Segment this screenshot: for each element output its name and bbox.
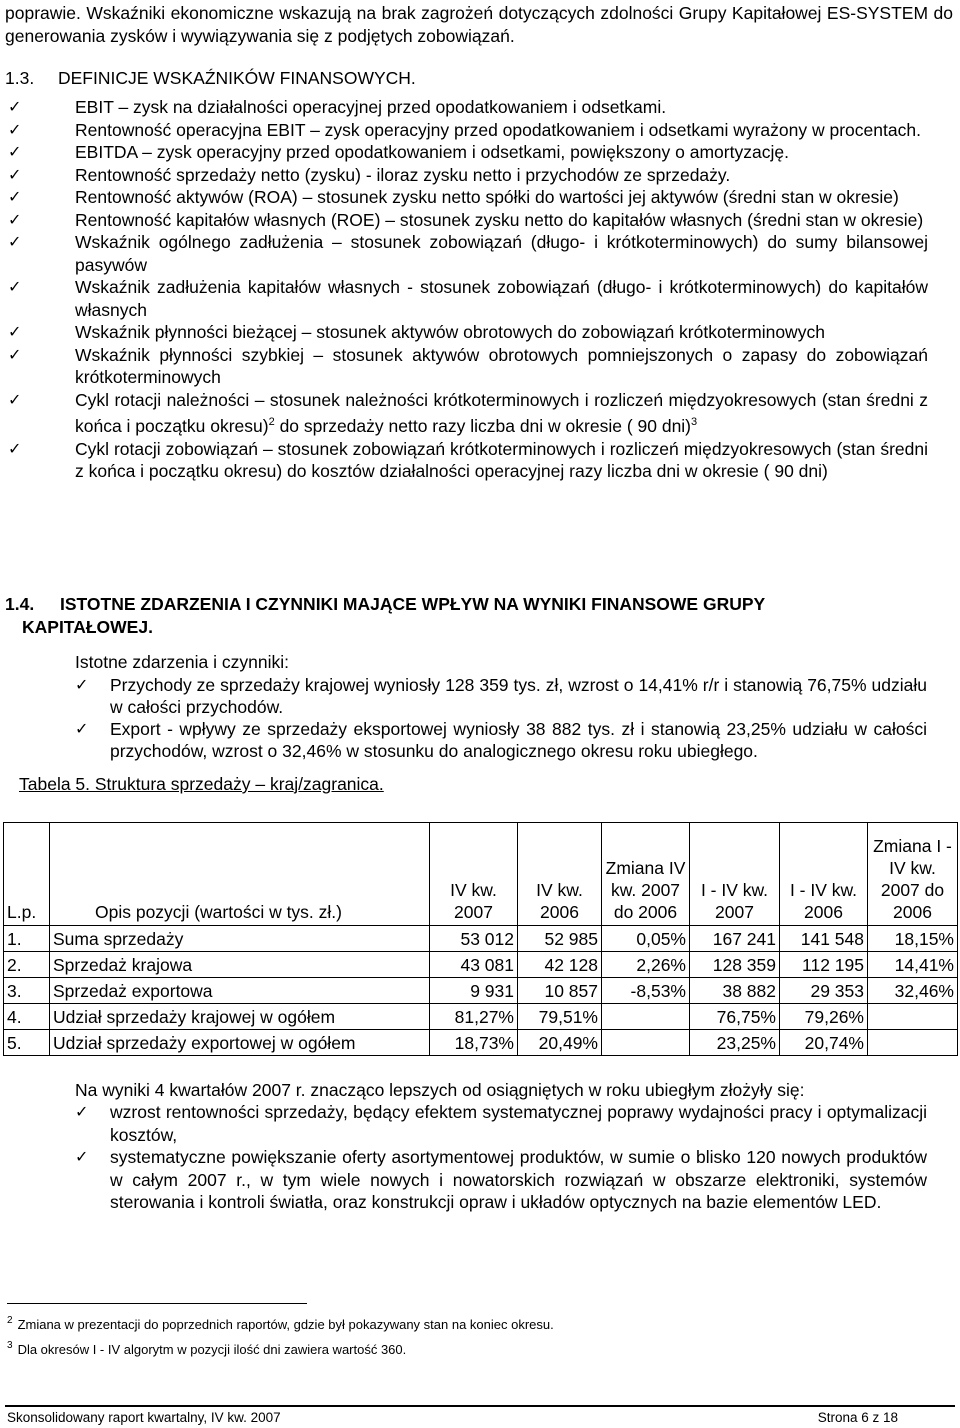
list-item: ✓ Wskaźnik płynności szybkiej – stosunek aktywów obrotowych pomniejszonych o zapasy do zobowiązań krótkoterminowych: [8, 344, 928, 387]
cell-ytd-2007: 38 882: [690, 978, 780, 1004]
cell-ytd-2006: 29 353: [780, 978, 868, 1004]
section-title-continued: KAPITAŁOWEJ.: [22, 616, 153, 637]
table-row: [4, 952, 958, 978]
list-item: ✓ wzrost rentowności sprzedaży, będący efektem systematycznej poprawy wydajności pracy i optymalizacji kosztów,: [75, 1102, 927, 1145]
checkmark-icon: ✓: [8, 209, 22, 229]
cell-q4-2006: 52 985: [518, 926, 602, 952]
footnote: [7, 1313, 554, 1333]
checkmark-icon: ✓: [75, 1102, 89, 1121]
cell-ytd-2006: 141 548: [780, 926, 868, 952]
cell-ytd-2006: 112 195: [780, 952, 868, 978]
sales-structure-table: [3, 822, 958, 1056]
footnote-separator: [7, 1303, 307, 1304]
section-title: DEFINICJE WSKAŹNIKÓW FINANSOWYCH.: [58, 68, 416, 88]
list-item: ✓ Rentowność sprzedaży netto (zysku) - iloraz zysku netto i przychodów ze sprzedaży.: [8, 164, 731, 185]
cell-description: Udział sprzedaży krajowej w ogółem: [50, 1004, 430, 1030]
header-lp: L.p.: [4, 823, 50, 926]
list-item: ✓ EBIT – zysk na działalności operacyjnej przed opodatkowaniem i odsetkami.: [8, 97, 667, 117]
cell-q4-2007: 43 081: [430, 952, 518, 978]
cell-lp: 1.: [4, 926, 50, 952]
cell-ytd-2006: 79,26%: [780, 1004, 868, 1030]
footnote-ref: 3: [691, 416, 698, 428]
footnote-ref: 2: [268, 416, 275, 428]
section-heading-1-3: [5, 67, 416, 89]
header-ytd-change: Zmiana I - IV kw. 2007 do 2006: [868, 823, 958, 926]
cell-ytd-2007: 167 241: [690, 926, 780, 952]
list-item: ✓ Cykl rotacji należności – stosunek należności krótkoterminowych i rozliczeń międzyokresowych (stan średni z końca i początku okresu)$^2$ do sprzedaży netto razy liczba dni w okresie ( 90 dni)$^3$: [8, 389, 928, 436]
checkmark-icon: ✓: [8, 97, 22, 116]
cell-lp: 3.: [4, 978, 50, 1004]
header-q4-change: Zmiana IV kw. 2007 do 2006: [602, 823, 690, 926]
checkmark-icon: ✓: [8, 119, 22, 139]
cell-ytd-change: 14,41%: [868, 952, 958, 978]
section-title: ISTOTNE ZDARZENIA I CZYNNIKI MAJĄCE WPŁYW NA WYNIKI FINANSOWE GRUPY: [60, 594, 766, 614]
cell-ytd-2007: 76,75%: [690, 1004, 780, 1030]
cell-ytd-change: [868, 1030, 958, 1056]
cell-ytd-change: 18,15%: [868, 926, 958, 952]
table-row: [4, 978, 958, 1004]
footnote-text: Dla okresów I - IV algorytm w pozycji ilość dni zawiera wartość 360.: [17, 1342, 407, 1357]
events-intro: Istotne zdarzenia i czynniki:: [75, 652, 289, 672]
list-item: ✓ Wskaźnik zadłużenia kapitałów własnych - stosunek zobowiązań (długo- i krótkoterminowych) do kapitałów własnych: [8, 277, 928, 320]
footnote-number: 3: [7, 1340, 13, 1351]
cell-q4-change: -8,53%: [602, 978, 690, 1004]
cell-description: Suma sprzedaży: [50, 926, 430, 952]
cell-ytd-2006: 20,74%: [780, 1030, 868, 1056]
list-item: ✓ Rentowność operacyjna EBIT – zysk operacyjny przed opodatkowaniem i odsetkami wyrażony w procentach.: [8, 119, 921, 140]
list-item: ✓ Rentowność aktywów (ROA) – stosunek zysku netto spółki do wartości jej aktywów (średni stan w okresie): [8, 187, 899, 207]
checkmark-icon: ✓: [8, 344, 22, 364]
checkmark-icon: ✓: [8, 277, 22, 296]
checkmark-icon: ✓: [8, 232, 22, 251]
header-ytd-2006: I - IV kw. 2006: [780, 823, 868, 926]
footnote-number: 2: [7, 1315, 13, 1326]
cell-q4-change: [602, 1004, 690, 1030]
cell-q4-2007: 53 012: [430, 926, 518, 952]
cell-q4-change: 2,26%: [602, 952, 690, 978]
table-row: [4, 1004, 958, 1030]
footer-page-number: Strona 6 z 18: [817, 1410, 898, 1425]
footer-report-title: Skonsolidowany raport kwartalny, IV kw. 2007: [7, 1410, 281, 1425]
footnote-text: Zmiana w prezentacji do poprzednich raportów, gdzie był pokazywany stan na koniec okresu.: [17, 1317, 554, 1332]
footnote: [7, 1338, 406, 1358]
checkmark-icon: ✓: [75, 675, 89, 694]
cell-lp: 4.: [4, 1004, 50, 1030]
cell-q4-2006: 20,49%: [518, 1030, 602, 1056]
header-description: Opis pozycji (wartości w tys. zł.): [50, 823, 430, 926]
section-heading-1-4: [5, 593, 935, 638]
list-item: ✓ Wskaźnik płynności bieżącej – stosunek aktywów obrotowych do zobowiązań krótkoterminowych: [8, 322, 825, 342]
checkmark-icon: ✓: [8, 389, 22, 409]
cell-description: Sprzedaż exportowa: [50, 978, 430, 1004]
definitions-list: [8, 96, 928, 483]
results-intro: Na wyniki 4 kwartałów 2007 r. znacząco lepszych od osiągniętych w roku ubiegłym złożyły się:: [75, 1080, 805, 1100]
list-item: ✓ Cykl rotacji zobowiązań – stosunek zobowiązań krótkoterminowych i rozliczeń międzyokresowych (stan średni z końca i początku okresu) do kosztów działalności operacyjnej razy liczba dni w okresie ( 90 dni): [8, 438, 928, 481]
header-ytd-2007: I - IV kw. 2007: [690, 823, 780, 926]
cell-description: Udział sprzedaży exportowej w ogółem: [50, 1030, 430, 1056]
checkmark-icon: ✓: [8, 438, 22, 458]
intro-paragraph: poprawie. Wskaźniki ekonomiczne wskazują na brak zagrożeń dotyczących zdolności Grupy Kapitałowej ES-SYSTEM do generowania zysków i wywiązywania się z podjętych zobowiązań.: [5, 3, 953, 46]
section-number: 1.3.: [5, 68, 35, 88]
checkmark-icon: ✓: [8, 164, 22, 184]
checkmark-icon: ✓: [75, 719, 89, 738]
cell-ytd-2007: 128 359: [690, 952, 780, 978]
checkmark-icon: ✓: [8, 142, 22, 161]
cell-q4-2006: 42 128: [518, 952, 602, 978]
section-number: 1.4.: [5, 594, 35, 614]
table-row: [4, 926, 958, 952]
events-list: [75, 674, 927, 762]
cell-lp: 2.: [4, 952, 50, 978]
cell-q4-change: 0,05%: [602, 926, 690, 952]
cell-description: Sprzedaż krajowa: [50, 952, 430, 978]
checkmark-icon: ✓: [8, 187, 22, 206]
cell-q4-2006: 79,51%: [518, 1004, 602, 1030]
cell-lp: 5.: [4, 1030, 50, 1056]
list-item: ✓ Export - wpływy ze sprzedaży eksportowej wyniosły 38 882 tys. zł i stanowią 23,25% udziału w całości przychodów, wzrost o 32,46% w stosunku do analogicznego okresu roku ubiegłego.: [75, 719, 927, 761]
cell-q4-change: [602, 1030, 690, 1056]
cell-q4-2007: 81,27%: [430, 1004, 518, 1030]
checkmark-icon: ✓: [8, 322, 22, 341]
list-item: ✓ Rentowność kapitałów własnych (ROE) – stosunek zysku netto do kapitałów własnych (średni stan w okresie): [8, 209, 924, 230]
results-list: [75, 1101, 927, 1214]
header-q4-2006: IV kw. 2006: [518, 823, 602, 926]
list-item: ✓ Przychody ze sprzedaży krajowej wyniosły 128 359 tys. zł, wzrost o 14,41% r/r i stanowią 76,75% udziału w całości przychodów.: [75, 675, 927, 717]
cell-q4-2007: 9 931: [430, 978, 518, 1004]
header-q4-2007: IV kw. 2007: [430, 823, 518, 926]
cell-q4-2007: 18,73%: [430, 1030, 518, 1056]
list-item: ✓ EBITDA – zysk operacyjny przed opodatkowaniem i odsetkami, powiększony o amortyzację.: [8, 142, 789, 162]
list-item: ✓ systematyczne powiększanie oferty asortymentowej produktów, w sumie o blisko 120 nowych produktów w całym 2007 r., w tym wiele nowych i nowatorskich rozwiązań w obszarze elektroniki, systemów sterowania i kontroli światła, oraz konstrukcji opraw i układów optycznych na bazie elementów LED.: [75, 1147, 927, 1212]
footer-divider: [5, 1405, 955, 1407]
cell-ytd-change: [868, 1004, 958, 1030]
cell-ytd-2007: 23,25%: [690, 1030, 780, 1056]
cell-q4-2006: 10 857: [518, 978, 602, 1004]
table-header-row: [4, 823, 958, 926]
list-item: ✓ Wskaźnik ogólnego zadłużenia – stosunek zobowiązań (długo- i krótkoterminowych) do sumy bilansowej pasywów: [8, 232, 928, 275]
cell-ytd-change: 32,46%: [868, 978, 958, 1004]
table-caption: Tabela 5. Struktura sprzedaży – kraj/zagranica.: [19, 774, 384, 794]
table-row: [4, 1030, 958, 1056]
checkmark-icon: ✓: [75, 1147, 89, 1166]
